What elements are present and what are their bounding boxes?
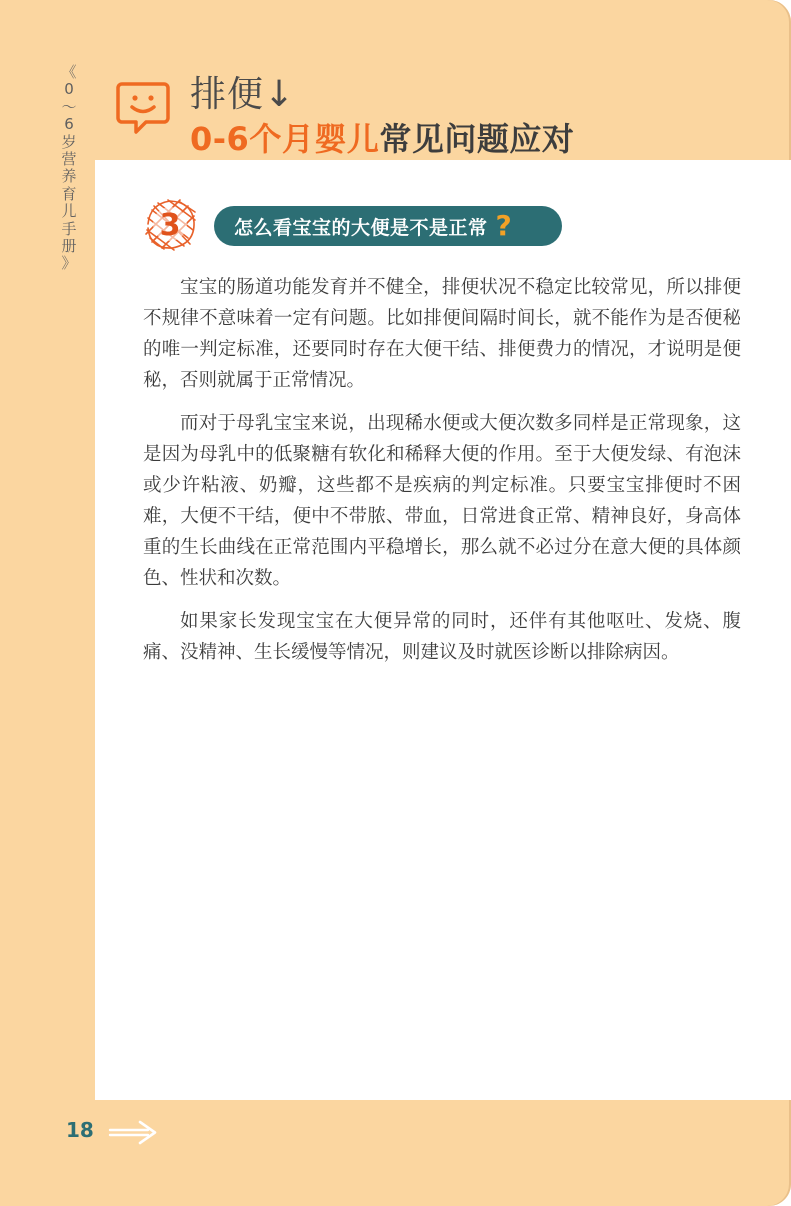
question-mark-icon: ? [495,209,512,242]
section-number-badge [140,194,200,254]
paragraph: 宝宝的肠道功能发育并不健全，排便状况不稳定比较常见，所以排便不规律不意味着一定有问题。比如排便间隔时间长，就不能作为是否便秘的唯一判定标准，还要同时存在大便干结、排便费力的情况，才说明是便秘，否则就属于正常情况。 [143,277,741,391]
chapter-title: 排便↓ [190,74,296,115]
question-banner [214,206,562,246]
chapter-subtitle [190,114,574,160]
question-text: 怎么看宝宝的大便是不是正常 [234,216,488,239]
section-number: 3 [159,208,181,243]
article-body [143,272,741,680]
paragraph: 如果家长发现宝宝在大便异常的同时，还伴有其他呕吐、发烧、腹痛、没精神、生长缓慢等情况，则建议及时就医诊断以排除病因。 [143,611,741,663]
paragraph: 而对于母乳宝宝来说，出现稀水便或大便次数多同样是正常现象，这是因为母乳中的低聚糖有软化和稀释大便的作用。至于大便发绿、有泡沫或少许粘液、奶瓣，这些都不是疾病的判定标准。只要宝宝排便时不困难，大便不干结，便中不带脓、带血，日常进食正常、精神良好，身高体重的生长曲线在正常范围内平稳增长，那么就不必过分在意大便的具体颜色、性状和次数。 [143,413,741,589]
chat-bubble-smile-icon [116,80,170,136]
book-title-vertical: 《 0 ～ 6 岁 营 养 育 儿 手 册 》 [61,63,77,273]
subtitle-topic: 常见问题应对 [379,120,575,158]
subtitle-age-range: 0-6个月婴儿 [190,120,380,158]
page-number: 18 [66,1118,94,1142]
right-arrow-icon [108,1119,158,1145]
